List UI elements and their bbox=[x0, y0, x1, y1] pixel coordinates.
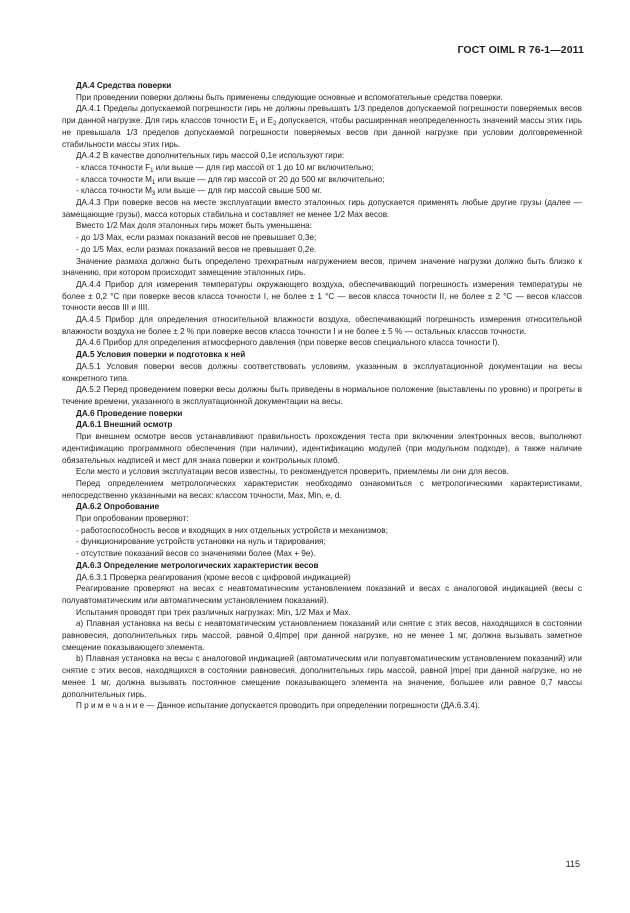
page-number: 115 bbox=[565, 859, 580, 869]
paragraph-da43: ДА.4.3 При поверке весов на месте эксплуатации вместо эталонных гирь допускается применять любые другие грузы (далее — замещающие грузы), масса которых стабильна и составляет не менее 1/2 Max весов. bbox=[62, 198, 582, 219]
paragraph-da52: ДА.5.2 Перед проведением поверки весы должны быть приведены в нормальное положение (выставлены по уровню) и прогреты в течение времени, указанного в эксплуатационной документации на весы. bbox=[62, 385, 582, 406]
text-run: и E bbox=[258, 116, 274, 126]
subscript: 2 bbox=[273, 121, 277, 128]
paragraph: Значение размаха должно быть определено трехкратным нагружением весов, причем значение нагрузки должно быть близко к значению, при котором происходит замещение эталонных гирь. bbox=[62, 256, 582, 278]
section-heading-da63: ДА.6.3 Определение метрологических характеристик весов bbox=[76, 560, 319, 570]
section-heading-da5: ДА.5 Условия поверки и подготовка к ней bbox=[76, 350, 246, 360]
text-run: - класса точности M bbox=[76, 174, 152, 184]
paragraph-da45: ДА.4.5 Прибор для определения относительной влажности воздуха, обеспечивающий погрешность измерения относительной влажности воздуха не более ± 2 % при поверке весов класса точности I и не более ± 5 % — остальных классов точности. bbox=[62, 315, 582, 336]
subscript: 1 bbox=[151, 179, 156, 186]
note: П р и м е ч а н и е — Данное испытание допускается проводить при определении погрешности (ДА.6.3.4). bbox=[76, 701, 480, 711]
list-item: - до 1/5 Max, если размах показаний весов не превышает 0,2e. bbox=[76, 244, 317, 254]
paragraph: Вместо 1/2 Max доля эталонных гирь может быть уменьшена: bbox=[76, 221, 312, 231]
paragraph: Испытания проводят при трех различных нагрузках: Min, 1/2 Max и Max. bbox=[76, 607, 351, 617]
section-heading-da62: ДА.6.2 Опробование bbox=[76, 502, 160, 512]
paragraph-da46: ДА.4.6 Прибор для определения атмосферного давления (при поверке весов специального класса точности I). bbox=[76, 338, 500, 348]
paragraph-da41 bbox=[62, 103, 582, 150]
text-run: допускается, чтобы расширенная неопределенность значений массы этих гирь не превышала 1/3 пределов допускаемой погрешности поверяемых весов при данной нагрузке при условии долговременной стабильности массы этих гирь. bbox=[62, 116, 582, 149]
text-run: или выше — для гир массой от 1 до 10 мг включительно; bbox=[153, 162, 374, 172]
paragraph: Если место и условия эксплуатации весов известны, то рекомендуется проверить, приемлемы ли они для весов. bbox=[76, 467, 509, 477]
text-run: - класса точности F bbox=[76, 162, 151, 172]
paragraph-da51: ДА.5.1 Условия поверки весов должны соответствовать условиям, указанным в эксплуатационной документации на весы конкретного типа. bbox=[62, 361, 582, 383]
list-item bbox=[62, 162, 582, 174]
paragraph: Перед определением метрологических характеристик необходимо ознакомиться с метрологическими характеристиками, непосредственно указанными на весах: классом точности, Max, Min, e, d. bbox=[62, 478, 582, 500]
paragraph: Реагирование проверяют на весах с неавтоматическим установлением показаний и весах с аналоговой индикацией (весы с полуавтоматическим или автоматическим установлением показаний). bbox=[62, 584, 582, 605]
text-run: - класса точности M bbox=[76, 186, 152, 196]
paragraph: При внешнем осмотре весов устанавливают правильность прохождения теста при включении электронных весов, выполняют идентификацию программного обеспечения (при наличии), идентификацию модулей (при модульном подходе), а также наличие обязательных надписей и мест для знака поверки и контрольных пломб. bbox=[62, 432, 582, 465]
paragraph: При проведении поверки должны быть применены следующие основные и вспомогательные средства поверки. bbox=[76, 92, 503, 102]
subscript: 1 bbox=[255, 121, 259, 128]
list-item: - функционирование устройств установки на нуль и тарирования; bbox=[76, 537, 326, 547]
paragraph-da44: ДА.4.4 Прибор для измерения температуры окружающего воздуха, обеспечивающий погрешность измерения температуры не более ± 0,2 °С при поверке весов класса точности I, не более ± 1 °С — весов класса точности II, не более ± 2 °С — весов классов точности весов III и IIII. bbox=[62, 279, 582, 313]
text-run: или выше — для гир массой свыше 500 мг. bbox=[155, 186, 322, 196]
section-heading-da4: ДА.4 Средства поверки bbox=[76, 81, 172, 90]
subscript: 1 bbox=[150, 167, 154, 174]
page-body bbox=[62, 80, 582, 712]
document-code: ГОСТ OIML R 76-1—2011 bbox=[457, 44, 584, 56]
paragraph-da631: ДА.6.3.1 Проверка реагирования (кроме весов с цифровой индикацией) bbox=[76, 572, 351, 582]
paragraph: При опробовании проверяют: bbox=[76, 514, 189, 524]
text-run: ДА.4.1 Пределы допускаемой погрешности гирь не должны превышать 1/3 пределов допускаемой погрешности поверяемых весов при данной нагрузке. Для гирь классов точности E bbox=[62, 104, 582, 126]
paragraph-da42: ДА.4.2 В качестве дополнительных гирь массой 0,1e используют гири: bbox=[76, 151, 345, 161]
list-item: - работоспособность весов и входящих в них отдельных устройств и механизмов; bbox=[76, 525, 388, 535]
list-item: - до 1/3 Max, если размах показаний весов не превышает 0,3e; bbox=[76, 233, 317, 243]
subscript: 3 bbox=[151, 191, 156, 198]
section-heading-da61: ДА.6.1 Внешний осмотр bbox=[76, 420, 173, 430]
paragraph-item-b: b) Плавная установка на весы с аналоговой индикацией (автоматическим или полуавтоматическим установлением показаний) или снятие с этих весов, находящихся в состоянии равновесия, дополнительных гирь массой, равной |mpe| при данной нагрузке, но не менее 1 мг, должна вызывать постоянное смещение показывающего элемента на значение, большее или равное 0,7 массы дополнительных гирь. bbox=[62, 654, 582, 699]
list-item bbox=[62, 174, 582, 186]
list-item bbox=[62, 185, 582, 197]
section-heading-da6: ДА.6 Проведение поверки bbox=[76, 408, 183, 418]
list-item: - отсутствие показаний весов со значениями более (Max + 9e). bbox=[76, 549, 316, 559]
text-run: или выше — для гир массой от 20 до 500 мг включительно; bbox=[155, 174, 385, 184]
paragraph-item-a: a) Плавная установка на весы с неавтоматическим установлением показаний или снятие с этих весов, находящихся в состоянии равновесия, дополнительных гирь массой, равной 0,4|mpe| при данной нагрузке, но не менее 1 мг, должна вызывать заметное смещение показывающего элемента. bbox=[62, 619, 582, 652]
